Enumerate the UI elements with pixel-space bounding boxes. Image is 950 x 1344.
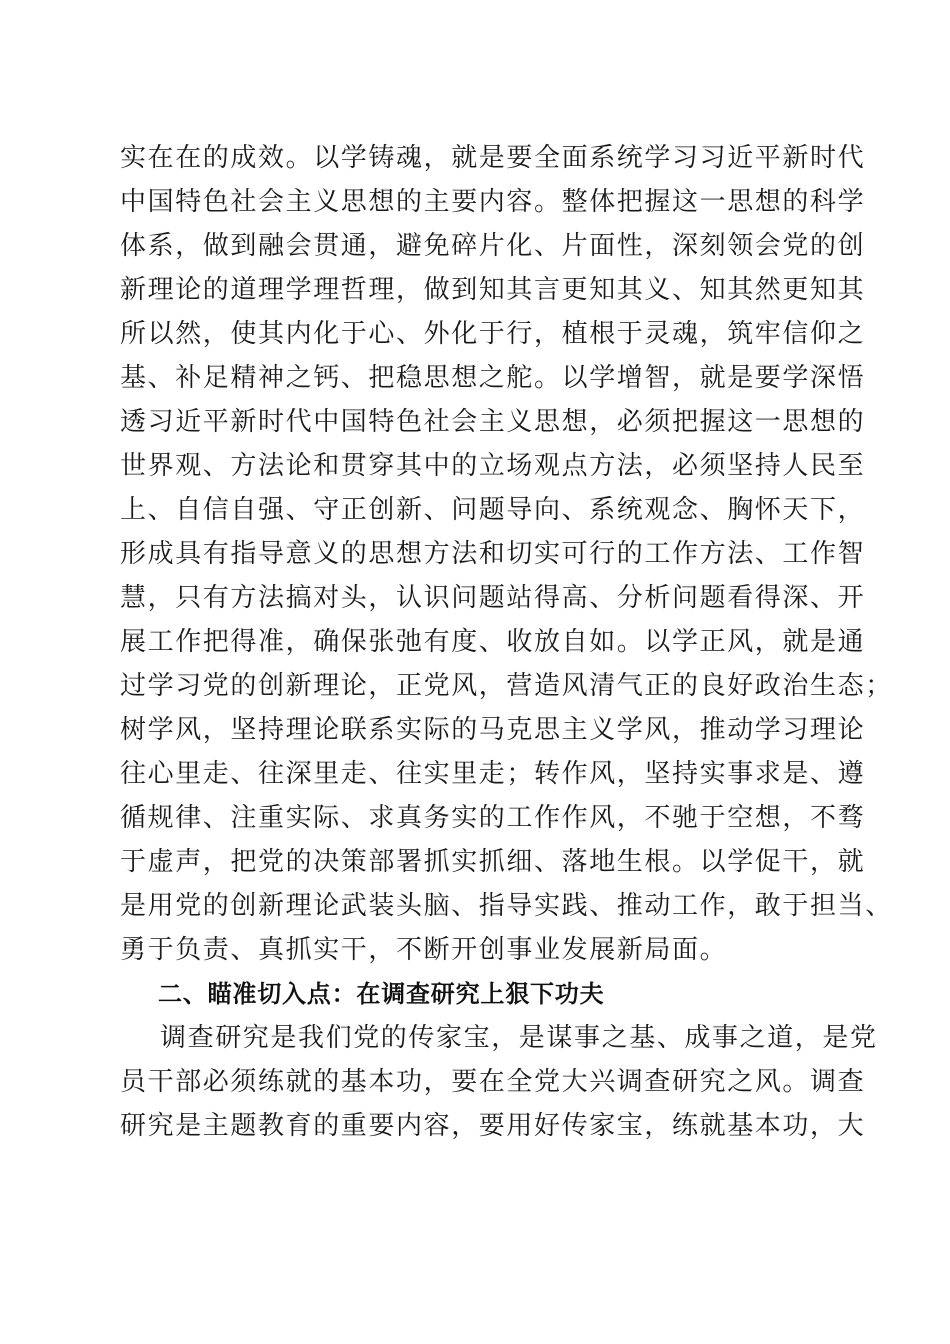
body-text-line: 慧，只有方法搞对头，认识问题站得高、分析问题看得深、开 [120, 583, 866, 613]
body-text-line: 展工作把得准，确保张弛有度、收放自如。以学正风，就是通 [120, 627, 866, 657]
body-text-line: 往心里走、往深里走、往实里走；转作风，坚持实事求是、遵 [120, 759, 866, 789]
body-text-line: 形成具有指导意义的思想方法和切实可行的工作方法、工作智 [120, 539, 866, 569]
body-text-line: 员干部必须练就的基本功，要在全党大兴调查研究之风。调查 [120, 1067, 866, 1097]
body-text-line: 研究是主题教育的重要内容，要用好传家宝，练就基本功，大 [120, 1111, 866, 1141]
body-text-line: 循规律、注重实际、求真务实的工作作风，不驰于空想，不骛 [120, 803, 866, 833]
body-text-line: 树学风，坚持理论联系实际的马克思主义学风，推动学习理论 [120, 715, 866, 745]
body-text-line: 体系，做到融会贯通，避免碎片化、片面性，深刻领会党的创 [120, 231, 866, 261]
body-text-line: 于虚声，把党的决策部署抓实抓细、落地生根。以学促干，就 [120, 847, 866, 877]
body-text-line: 透习近平新时代中国特色社会主义思想，必须把握这一思想的 [120, 407, 866, 437]
body-text-line: 所以然，使其内化于心、外化于行，植根于灵魂，筑牢信仰之 [120, 319, 866, 349]
body-text-line: 中国特色社会主义思想的主要内容。整体把握这一思想的科学 [120, 187, 866, 217]
body-text-line: 是用党的创新理论武装头脑、指导实践、推动工作，敢于担当、 [120, 891, 893, 921]
body-text-line: 调查研究是我们党的传家宝，是谋事之基、成事之道，是党 [160, 1023, 878, 1053]
body-text-line: 基、补足精神之钙、把稳思想之舵。以学增智，就是要学深悟 [120, 363, 866, 393]
body-text-line: 世界观、方法论和贯穿其中的立场观点方法，必须坚持人民至 [120, 451, 866, 481]
body-text-line: 上、自信自强、守正创新、问题导向、系统观念、胸怀天下， [120, 495, 866, 525]
body-text-line: 新理论的道理学理哲理，做到知其言更知其义、知其然更知其 [120, 275, 866, 305]
body-text-line: 实在在的成效。以学铸魂，就是要全面系统学习习近平新时代 [120, 143, 866, 173]
body-text-line: 勇于负责、真抓实干，不断开创事业发展新局面。 [120, 935, 728, 965]
body-text-line: 过学习党的创新理论，正党风，营造风清气正的良好政治生态； [120, 671, 893, 701]
section-heading: 二、瞄准切入点：在调查研究上狠下功夫 [158, 980, 605, 1008]
